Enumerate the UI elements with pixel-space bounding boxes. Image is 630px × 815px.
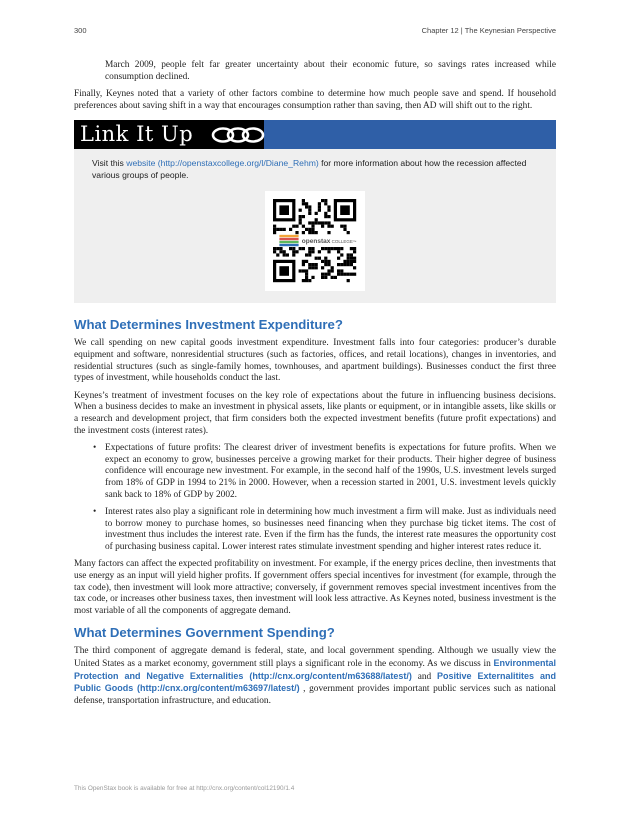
- paragraph: We call spending on new capital goods investment expenditure. Investment falls into four categories: producer’s durable equipment and software, nonresidential structures (such as factories, offices, and retail locations), changes in inventories, and residential structures (such as single-family homes, townhouses, and apartment buildings). Businesses conduct the first three types of investment, while households conduct the last.: [74, 338, 556, 384]
- externalities-link[interactable]: Environmental Protection and Negative Externalities (http://cnx.org/content/m63688/latest/): [74, 658, 556, 681]
- section-heading-government: What Determines Government Spending?: [74, 625, 335, 641]
- page-number: 300: [74, 26, 87, 35]
- chapter-title: Chapter 12 | The Keynesian Perspective: [421, 26, 556, 35]
- running-header: [74, 26, 556, 38]
- link-it-up-banner: [74, 120, 556, 149]
- continued-paragraph: March 2009, people felt far greater uncertainty about their economic future, so savings rates increased while consumption declined.: [105, 60, 556, 82]
- section-heading-investment: What Determines Investment Expenditure?: [74, 317, 343, 333]
- link-it-up-title: Link It Up: [80, 122, 194, 147]
- link-it-up-text: Visit this website (http://openstaxcollege.org/l/Diane_Rehm) for more information about how the recession affected various groups of people.: [92, 158, 527, 180]
- public-goods-link[interactable]: Positive Externalitites and Public Goods (http://cnx.org/content/m63697/latest/): [74, 670, 556, 694]
- list-item: • Expectations of future profits: The clearest driver of investment benefits is expectations for future profits. When we expect an economy to grow, businesses perceive a growing market for their products. Their higher degree of business confidence will encourage new investment. For example, in the second half of the 1990s, U.S. investment levels surged from 18% of GDP in 1994 to 21% in 2000. However, when a recession started in 2001, U.S. investment levels quickly sank back to 18% of GDP by 2002.: [105, 443, 556, 501]
- link-it-up-box: [74, 120, 556, 303]
- paragraph: The third component of aggregate demand is federal, state, and local government spending. Although we usually view the United States as a market economy, government still plays a significant role in the economy. As we discuss in Environmental Protection and Negative Externalities (http://cnx.org/content/m63688/latest/) and Positive Externalitites and Public Goods (http://cnx.org/content/m63697/latest/) , government provides important public services such as national defense, transportation infrastructure, and education.: [74, 646, 556, 706]
- bullet-list: [74, 443, 556, 553]
- chain-link-icon: [210, 124, 266, 146]
- diane-rehm-link[interactable]: website (http://openstaxcollege.org/l/Diane_Rehm): [126, 158, 319, 169]
- qr-brand-label: openstax COLLEGE™: [301, 238, 357, 246]
- list-item: • Interest rates also play a significant role in determining how much investment a firm will make. Just as individuals need to borrow money to purchase homes, so businesses need financing when they purchase big ticket items. The cost of investment thus includes the interest rate. Even if the firm has the funds, the interest rate measures the opportunity cost of purchasing business capital. Lower interest rates stimulate investment spending and higher interest rates reduce it.: [105, 507, 556, 553]
- paragraph: Many factors can affect the expected profitability on investment. For example, if the energy prices decline, then investments that use energy as an input will yield higher profits. If government offers special incentives for investment (for example, through the tax code), then investment will look more attractive; conversely, if government removes special investment incentives from the tax code, or increases other business taxes, then investment will look less attractive. As Keynes noted, business investment is the most variable of all the components of aggregate demand.: [74, 559, 556, 616]
- paragraph: Keynes’s treatment of investment focuses on the key role of expectations about the future in influencing business decisions. When a business decides to make an investment in physical assets, like plants or equipment, or in intangible assets, like skills or a research and development project, that firm considers both the expected investment benefits (future profit expectations) and the investment costs (interest rates).: [74, 390, 556, 436]
- page-footer: This OpenStax book is available for free at http://cnx.org/content/col12190/1.4: [74, 785, 295, 792]
- page-body: [74, 60, 556, 713]
- paragraph: Finally, Keynes noted that a variety of other factors combine to determine how much people save and spend. If household preferences about saving shift in a way that encourages consumption rather than saving, then AD will shift out to the right.: [74, 89, 556, 111]
- qr-code: [265, 191, 365, 291]
